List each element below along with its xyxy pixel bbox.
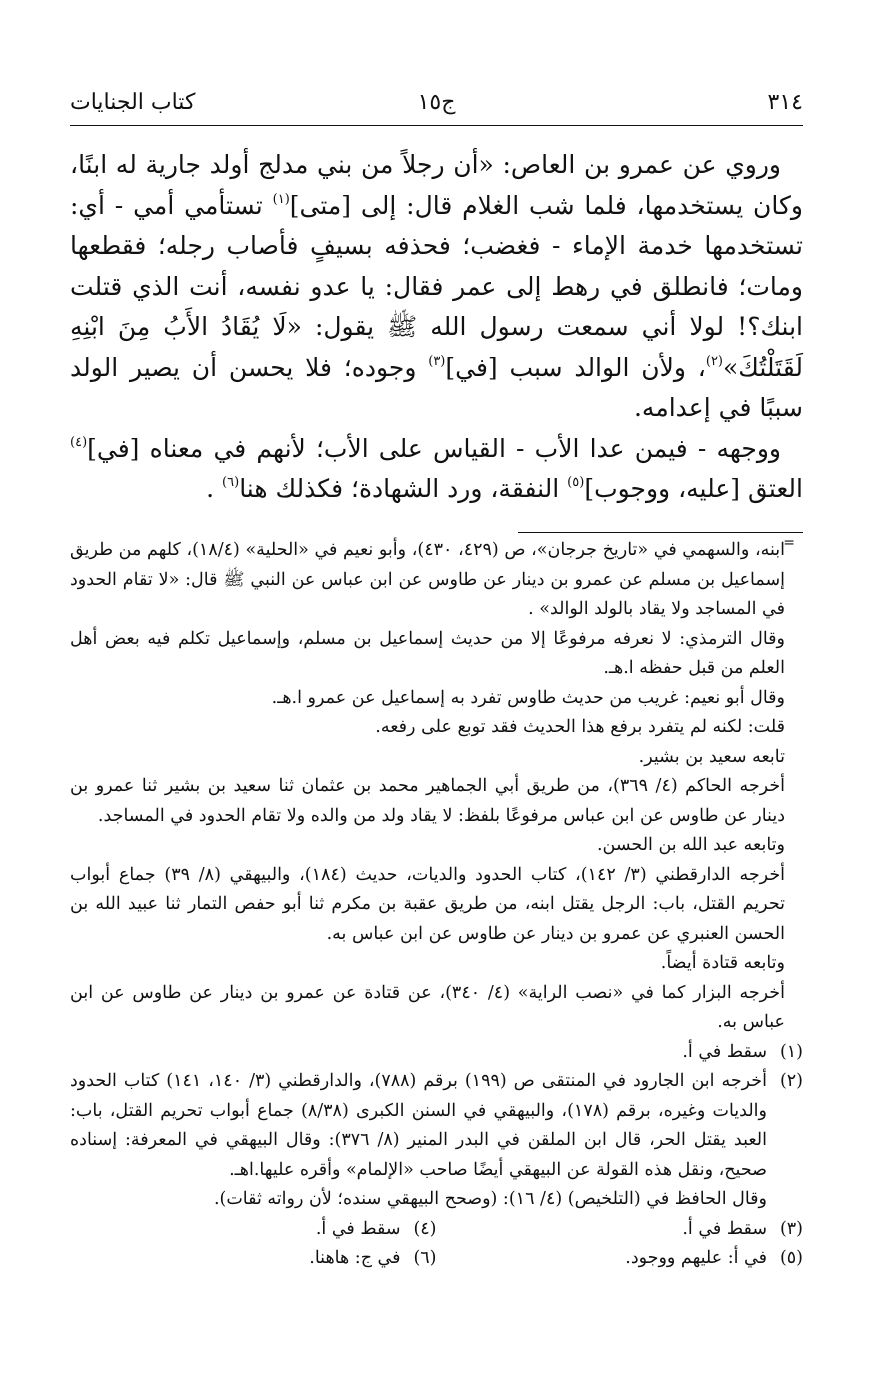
footnote-line: أخرجه البزار كما في «نصب الراية» (٤/ ٣٤٠)، عن قتادة عن عمرو بن دينار عن طاوس عن ابن عباس به. xyxy=(70,982,785,1032)
book-title: كتاب الجنايات xyxy=(70,90,196,115)
continuation-mark: = xyxy=(783,535,795,551)
footnote-ref-6: (٦) xyxy=(222,475,240,490)
footnote-5 xyxy=(437,1244,804,1274)
footnote-ref-3: (٣) xyxy=(428,353,446,369)
footnote-pair-5-6 xyxy=(70,1244,803,1274)
footnote-text: سقط في أ. xyxy=(682,1041,767,1062)
footnote-line: ابنه، والسهمي في «تاريخ جرجان»، ص (٤٢٩، ٤٣٠)، وأبو نعيم في «الحلية» (١٨/٤)، كلهم من طريق إسماعيل بن مسلم عن عمرو بن دينار عن طاوس عن ابن عباس عن النبي ﷺ قال: «لا تقام الحدود في المساجد ولا يقاد بالولد الوالد» . xyxy=(70,540,785,619)
footnote-text: في أ: عليهم ووجود. xyxy=(625,1248,767,1268)
footnote-text: سقط في أ. xyxy=(315,1218,401,1239)
footnote-line: قلت: لكنه لم يتفرد برفع هذا الحديث فقد توبع على رفعه. xyxy=(375,717,785,737)
main-paragraph-1: وروي عن عمرو بن العاص: «أن رجلاً من بني مدلج أولد جارية له ابنًا، وكان يستخدمها، فلما شب الغلام قال: إلى [متى]$^{(١)}$ تستأمي أمي - أي: تستخدمها خدمة الإماء - فغضب؛ فحذفه بسيفٍ فأصاب رجله؛ فقطعها ومات؛ فانطلق في رهط إلى عمر فقال: يا عدو نفسه، أنت الذي قتلت ابنك؟! لولا أني سمعت رسول الله ﷺ يقول: «لَا يُقَادُ الأَبُ مِنَ ابْنِهِ لَقَتَلْتُكَ»$^{(٢)}$، ولأن الوالد سبب [في]$^{(٣)}$ وجوده؛ فلا يحسن أن يصير الولد سببًا في إعدامه. xyxy=(70,150,803,422)
footnotes xyxy=(70,536,803,1274)
volume-number: ج١٥ xyxy=(417,90,456,115)
footnote-text: أخرجه ابن الجارود في المنتقى ص (١٩٩) برقم (٧٨٨)، والدارقطني (٣/ ١٤٠، ١٤١) كتاب الحدود والديات وغيره، برقم (١٧٨)، والبيهقي في السنن الكبرى (٨/٣٨) جماع أبواب تحريم القتل، باب: العبد يقتل الحر، قال ابن الملقن في البدر المنير (٨/ ٣٧٦): وقال البيهقي في المعرفة: إسناده صحيح، ونقل هذه القولة عن البيهقي أيضًا صاحب «الإلمام» وأقره عليها.اهـ. xyxy=(70,1071,767,1180)
header-rule xyxy=(70,125,803,126)
page-number: ٣١٤ xyxy=(767,90,803,115)
footnote-line: وقال الترمذي: لا نعرفه مرفوعًا إلا من حديث إسماعيل بن مسلم، وإسماعيل تكلم فيه بعض أهل العلم من قبل حفظه ا.هـ. xyxy=(70,628,785,678)
footnote-ref-2: (٢) xyxy=(705,353,723,369)
footnote-2 xyxy=(70,1067,803,1215)
footnote-number: (٥) xyxy=(779,1248,803,1268)
footnote-line: وتابعه عبد الله بن الحسن. xyxy=(596,835,785,855)
footnote-4 xyxy=(70,1215,437,1245)
footnote-line: وقال أبو نعيم: غريب من حديث طاوس تفرد به إسماعيل عن عمرو ا.هـ. xyxy=(271,687,785,708)
footnote-number: (٣) xyxy=(779,1218,803,1239)
page-header xyxy=(70,86,803,126)
footnote-ref-1: (١) xyxy=(272,191,290,207)
main-text xyxy=(70,145,803,510)
footnote-line: تابعه سعيد بن بشير. xyxy=(638,746,785,767)
footnote-3 xyxy=(437,1215,804,1245)
footnote-line: أخرجه الدارقطني (٣/ ١٤٢)، كتاب الحدود والديات، حديث (١٨٤)، والبيهقي (٨/ ٣٩) جماع أبواب تحريم القتل، باب: الرجل يقتل ابنه، من طريق عقبة بن مكرم ثنا أبو حفص التمار ثنا عبيد الله بن الحسن العنبري عن عمرو بن دينار عن طاوس عن ابن عباس به. xyxy=(70,864,786,944)
footnote-line: أخرجه الحاكم (٤/ ٣٦٩)، من طريق أبي الجماهير محمد بن عثمان ثنا سعيد بن بشير ثنا عمرو بن دينار عن طاوس عن ابن عباس مرفوعًا بلفظ: لا يقاد ولد من والده ولا تقام الحدود في المساجد. xyxy=(70,776,786,826)
main-paragraph-2: ووجهه - فيمن عدا الأب - القياس على الأب؛ لأنهم في معناه [في]$^{(٤)}$ العتق [عليه، ووجوب]$^{(٥)}$ النفقة، ورد الشهادة؛ فكذلك هنا$^{(٦)}$ . xyxy=(70,433,803,503)
footnote-1 xyxy=(70,1038,803,1068)
footnote-continuation xyxy=(70,536,803,1038)
footnote-text: وقال الحافظ في (التلخيص) (٤/ ١٦): (وصحح البيهقي سنده؛ لأن رواته ثقات). xyxy=(213,1189,767,1209)
footnote-text: في ج: هاهنا. xyxy=(309,1248,401,1268)
footnote-number: (٦) xyxy=(413,1248,437,1268)
footnote-6 xyxy=(70,1244,437,1274)
footnote-line: وتابعه قتادة أيضاً. xyxy=(660,953,785,973)
footnote-separator xyxy=(518,532,803,533)
footnote-text: سقط في أ. xyxy=(682,1218,767,1239)
footnote-ref-4: (٤) xyxy=(70,434,88,450)
footnote-pair-3-4 xyxy=(70,1215,803,1245)
footnote-number: (٤) xyxy=(413,1218,437,1239)
footnote-number: (١) xyxy=(779,1041,803,1062)
footnote-ref-5: (٥) xyxy=(567,475,585,490)
footnote-number: (٢) xyxy=(779,1071,803,1091)
